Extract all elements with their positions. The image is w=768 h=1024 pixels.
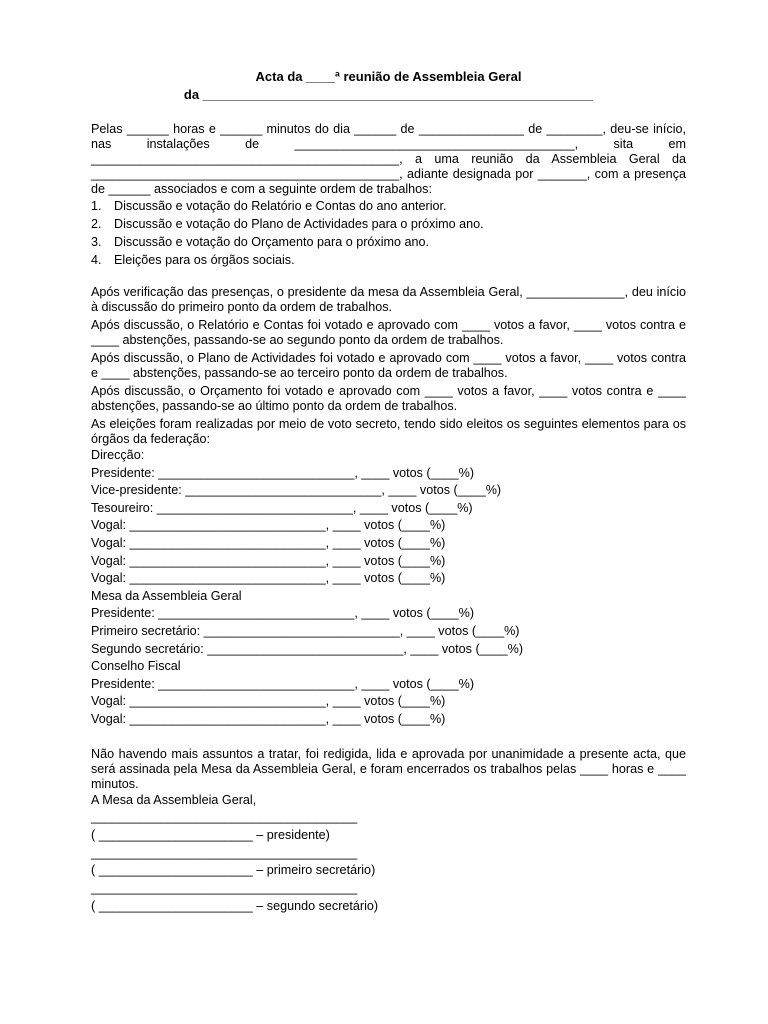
paragraph-report-vote: Após discussão, o Relatório e Contas foi votado e aprovado com ____ votos a favor, ____ votos contra e ____ abstenções, passando-se ao segundo ponto da ordem de trabalhos.: [91, 318, 686, 347]
signature-name-president: ( ______________________ – presidente): [91, 827, 330, 842]
election-line: Vogal: ____________________________, ____ votos (____%): [91, 694, 446, 709]
election-line: Presidente: ____________________________, ____ votos (____%): [91, 465, 475, 480]
agenda-item-text: Discussão e votação do Relatório e Contas do ano anterior.: [114, 199, 447, 213]
agenda-item: [91, 217, 686, 232]
election-line: Vogal: ____________________________, ____ votos (____%): [91, 571, 446, 586]
agenda-item: [91, 253, 686, 268]
election-line: Vice-presidente: ____________________________, ____ votos (____%): [91, 483, 502, 498]
election-line: Vogal: ____________________________, ____ votos (____%): [91, 711, 446, 726]
agenda-item-number: 1.: [91, 199, 102, 213]
election-line: Presidente: ____________________________, ____ votos (____%): [91, 676, 475, 691]
agenda-item-text: Eleições para os órgãos sociais.: [114, 253, 295, 267]
paragraph-plan-vote: Após discussão, o Plano de Actividades foi votado e aprovado com ____ votos a favor, ____ votos contra e ____ abstenções, passando-se ao terceiro ponto da ordem de trabalhos.: [91, 351, 686, 380]
election-line: Primeiro secretário: ____________________________, ____ votos (____%): [91, 623, 520, 638]
section-heading-direccao: Direcção:: [91, 448, 145, 462]
agenda-item-number: 4.: [91, 253, 102, 267]
signature-block: [91, 809, 686, 916]
election-line: Segundo secretário: ____________________________, ____ votos (____%): [91, 641, 524, 656]
closing-paragraph: Não havendo mais assuntos a tratar, foi redigida, lida e aprovada por unanimidade a presente acta, que será assinada pela Mesa da Assembleia Geral, e foram encerrados os trabalhos pelas ____ horas e ____ minutos.: [91, 746, 686, 791]
document-content: [91, 68, 686, 916]
election-line: Presidente: ____________________________, ____ votos (____%): [91, 606, 475, 621]
agenda-item-number: 3.: [91, 235, 102, 249]
election-line: Vogal: ____________________________, ____ votos (____%): [91, 518, 446, 533]
signature-line: ______________________________________: [91, 810, 358, 825]
document-title: Acta da ____ª reunião de Assembleia Geral: [255, 69, 522, 84]
section-heading-mesa: Mesa da Assembleia Geral: [91, 588, 242, 603]
agenda-item-number: 2.: [91, 217, 102, 231]
agenda-item: [91, 199, 686, 214]
agenda-item-text: Discussão e votação do Orçamento para o próximo ano.: [114, 235, 430, 249]
agenda-item-text: Discussão e votação do Plano de Actividades para o próximo ano.: [114, 217, 484, 231]
signature-line: ______________________________________: [91, 881, 358, 896]
agenda-list: [91, 199, 686, 268]
election-results: [91, 447, 686, 729]
agenda-item: [91, 235, 686, 250]
election-line: Vogal: ____________________________, ____ votos (____%): [91, 553, 446, 568]
signature-name-second-secretary: ( ______________________ – segundo secretário): [91, 899, 379, 914]
document-subtitle: da ______________________________________________________: [183, 87, 594, 102]
intro-paragraph: Pelas ______ horas e ______ minutos do dia ______ de _______________ de ________, deu-se início, nas instalações de ________________________________________, sita em ____________________________________________, a uma reunião da Assembleia Geral da ____________________________________________, adiante designada por _______, com a presença de ______ associados e com a seguinte ordem de trabalhos:: [91, 122, 686, 196]
section-heading-conselho-fiscal: Conselho Fiscal: [91, 659, 181, 674]
signature-name-first-secretary: ( ______________________ – primeiro secretário): [91, 863, 376, 878]
paragraph-elections: As eleições foram realizadas por meio de voto secreto, tendo sido eleitos os seguintes elementos para os órgãos da federação:: [91, 417, 686, 446]
signature-line: ______________________________________: [91, 845, 358, 860]
paragraph-presences: Após verificação das presenças, o presidente da mesa da Assembleia Geral, ______________, deu início à discussão do primeiro ponto da ordem de trabalhos.: [91, 285, 686, 314]
election-line: Vogal: ____________________________, ____ votos (____%): [91, 535, 446, 550]
signature-heading: A Mesa da Assembleia Geral,: [91, 792, 257, 807]
paragraph-budget-vote: Após discussão, o Orçamento foi votado e aprovado com ____ votos a favor, ____ votos contra e ____ abstenções, passando-se ao último ponto da ordem de trabalhos.: [91, 384, 686, 413]
election-line: Tesoureiro: ____________________________, ____ votos (____%): [91, 500, 473, 515]
